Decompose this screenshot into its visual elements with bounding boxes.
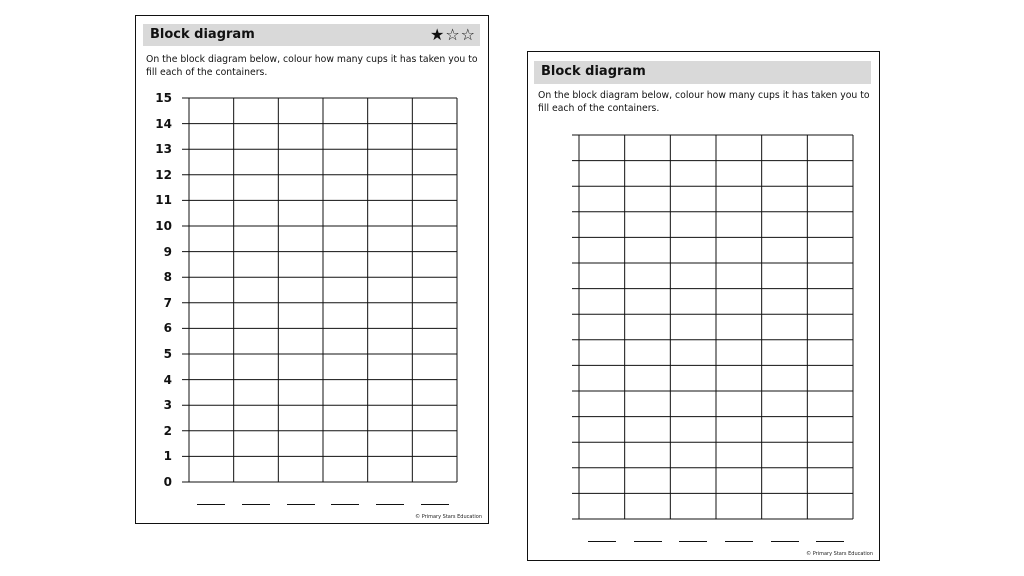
- y-axis-tick-label: 5: [163, 347, 172, 361]
- y-axis-tick-label: 6: [163, 321, 172, 336]
- y-axis-tick-label: 2: [163, 423, 172, 438]
- page-title: Block diagram: [150, 27, 255, 42]
- worksheet-title-bar: [534, 61, 871, 84]
- y-axis-tick-label: 7: [163, 295, 172, 310]
- y-axis-tick-label: 11: [155, 193, 172, 208]
- block-diagram-grid[interactable]: [573, 135, 853, 519]
- y-axis-tick-label: 12: [155, 167, 172, 182]
- block-diagram-grid[interactable]: [181, 98, 457, 482]
- y-axis-tick-label: 4: [163, 372, 172, 387]
- y-axis-tick-label: 9: [163, 244, 172, 259]
- page-title: Block diagram: [541, 64, 646, 79]
- y-axis-tick-label: 0: [163, 475, 172, 489]
- instructions-text: On the block diagram below, colour how many cups it has taken you to fill each of the containers.: [538, 90, 870, 114]
- y-axis-tick-label: 13: [155, 142, 172, 157]
- difficulty-rating: [430, 25, 475, 45]
- column-label-blank[interactable]: [588, 541, 616, 542]
- worksheet-left: [135, 15, 489, 524]
- y-axis-tick-label: 1: [163, 449, 172, 464]
- star-outline-icon: ☆: [460, 25, 475, 44]
- column-label-blank[interactable]: [771, 541, 799, 542]
- y-axis-tick-label: 10: [155, 219, 172, 233]
- copyright-text: © Primary Stars Education: [415, 514, 482, 520]
- column-label-blank[interactable]: [331, 504, 359, 505]
- column-label-blank[interactable]: [634, 541, 662, 542]
- copyright-text: © Primary Stars Education: [806, 551, 873, 557]
- star-outline-icon: ☆: [445, 25, 460, 44]
- worksheet-title-bar: [143, 24, 480, 46]
- worksheet-right: [527, 51, 880, 561]
- column-label-blank[interactable]: [421, 504, 449, 505]
- y-axis-tick-label: 14: [155, 116, 172, 131]
- column-label-blank[interactable]: [287, 504, 315, 505]
- column-label-blank[interactable]: [242, 504, 270, 505]
- column-label-blank[interactable]: [376, 504, 404, 505]
- column-label-blank[interactable]: [725, 541, 753, 542]
- star-filled-icon: ★: [429, 25, 445, 44]
- y-axis-tick-label: 8: [163, 270, 172, 285]
- y-axis-tick-label: 15: [155, 91, 172, 105]
- instructions-text: On the block diagram below, colour how many cups it has taken you to fill each of the containers.: [146, 54, 478, 78]
- column-label-blank[interactable]: [197, 504, 225, 505]
- column-label-blank[interactable]: [816, 541, 844, 542]
- y-axis-tick-label: 3: [163, 398, 172, 413]
- column-label-blank[interactable]: [679, 541, 707, 542]
